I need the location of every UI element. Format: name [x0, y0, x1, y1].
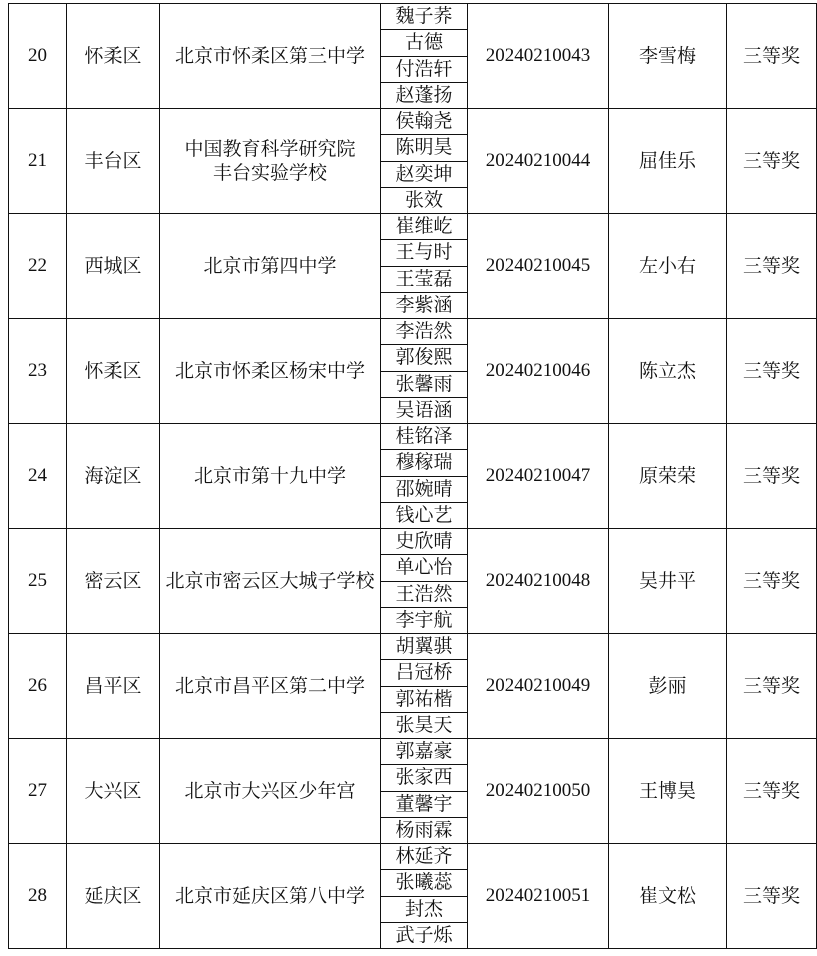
table-row — [9, 4, 817, 109]
school-cell — [160, 529, 381, 634]
row-number: 28 — [9, 844, 67, 949]
district-cell: 延庆区 — [67, 844, 160, 949]
member-name: 钱心艺 — [395, 503, 453, 526]
member-name: 穆稼瑞 — [381, 450, 467, 476]
row-number: 21 — [9, 109, 67, 214]
member-name: 单心怡 — [381, 555, 467, 581]
member-name: 李浩然 — [381, 319, 467, 345]
table-body — [9, 4, 817, 949]
member-list — [381, 844, 467, 948]
registration-code: 20240210046 — [468, 319, 609, 424]
member-name: 赵奕坤 — [381, 162, 467, 188]
member-name: 郭俊熙 — [381, 345, 467, 371]
member-name: 张家西 — [381, 765, 467, 791]
teacher-cell: 左小右 — [609, 214, 727, 319]
member-list — [381, 424, 467, 528]
member-list — [381, 214, 467, 318]
registration-code: 20240210049 — [468, 634, 609, 739]
table-row — [9, 739, 817, 844]
district-cell: 怀柔区 — [67, 4, 160, 109]
members-cell — [381, 4, 468, 109]
registration-code: 20240210044 — [468, 109, 609, 214]
member-name: 古德 — [381, 30, 467, 56]
registration-code: 20240210045 — [468, 214, 609, 319]
member-name: 崔维屹 — [381, 214, 467, 240]
school-name: 北京市第四中学 — [203, 255, 337, 277]
award-cell: 三等奖 — [727, 529, 817, 634]
table-row — [9, 109, 817, 214]
member-list — [381, 529, 467, 633]
district-cell: 西城区 — [67, 214, 160, 319]
member-list — [381, 4, 467, 108]
member-name: 李宇航 — [395, 608, 453, 631]
member-list — [381, 319, 467, 423]
row-number: 20 — [9, 4, 67, 109]
member-name: 董馨宇 — [381, 792, 467, 818]
teacher-cell: 屈佳乐 — [609, 109, 727, 214]
member-name: 王莹磊 — [381, 267, 467, 293]
teacher-cell: 陈立杰 — [609, 319, 727, 424]
registration-code: 20240210043 — [468, 4, 609, 109]
registration-code: 20240210051 — [468, 844, 609, 949]
member-name: 付浩轩 — [381, 57, 467, 83]
member-name: 史欣晴 — [381, 529, 467, 555]
table-row — [9, 844, 817, 949]
registration-code: 20240210048 — [468, 529, 609, 634]
school-name: 北京市密云区大城子学校 — [165, 570, 375, 592]
award-cell: 三等奖 — [727, 214, 817, 319]
member-name: 吴语涵 — [395, 398, 453, 421]
district-cell: 昌平区 — [67, 634, 160, 739]
member-name: 邵婉晴 — [381, 477, 467, 503]
member-name: 张馨雨 — [381, 372, 467, 398]
school-cell — [160, 844, 381, 949]
district-cell: 怀柔区 — [67, 319, 160, 424]
award-cell: 三等奖 — [727, 319, 817, 424]
school-name-line: 丰台实验学校 — [212, 162, 327, 184]
row-number: 22 — [9, 214, 67, 319]
district-cell: 大兴区 — [67, 739, 160, 844]
district-cell: 海淀区 — [67, 424, 160, 529]
member-name: 侯翰尧 — [381, 109, 467, 135]
member-name: 张效 — [404, 188, 443, 211]
member-name: 魏子荞 — [381, 4, 467, 30]
members-cell — [381, 739, 468, 844]
member-name: 赵蓬扬 — [395, 83, 453, 106]
member-name: 林延齐 — [381, 844, 467, 870]
member-list — [381, 634, 467, 738]
teacher-cell: 李雪梅 — [609, 4, 727, 109]
award-cell: 三等奖 — [727, 739, 817, 844]
district-cell: 密云区 — [67, 529, 160, 634]
table-row — [9, 319, 817, 424]
row-number: 27 — [9, 739, 67, 844]
row-number: 25 — [9, 529, 67, 634]
school-cell — [160, 214, 381, 319]
member-name: 封杰 — [381, 897, 467, 923]
school-name-line: 中国教育科学研究院 — [184, 138, 356, 160]
members-cell — [381, 634, 468, 739]
school-cell — [160, 424, 381, 529]
member-name: 王与时 — [381, 240, 467, 266]
member-list — [381, 109, 467, 213]
award-cell: 三等奖 — [727, 844, 817, 949]
registration-code: 20240210047 — [468, 424, 609, 529]
school-cell — [160, 634, 381, 739]
award-table — [8, 3, 817, 949]
district-cell: 丰台区 — [67, 109, 160, 214]
member-name: 张曦蕊 — [381, 870, 467, 896]
school-cell — [160, 319, 381, 424]
member-name: 桂铭泽 — [381, 424, 467, 450]
member-name: 吕冠桥 — [381, 660, 467, 686]
award-cell: 三等奖 — [727, 424, 817, 529]
member-name: 郭嘉豪 — [381, 739, 467, 765]
members-cell — [381, 319, 468, 424]
award-cell: 三等奖 — [727, 4, 817, 109]
members-cell — [381, 844, 468, 949]
table-row — [9, 214, 817, 319]
school-cell — [160, 109, 381, 214]
member-name: 王浩然 — [381, 582, 467, 608]
school-name: 北京市延庆区第八中学 — [174, 885, 365, 907]
school-cell — [160, 4, 381, 109]
school-name: 北京市怀柔区杨宋中学 — [174, 360, 365, 382]
row-number: 26 — [9, 634, 67, 739]
school-name: 北京市昌平区第二中学 — [174, 675, 365, 697]
table-row — [9, 529, 817, 634]
member-name: 李紫涵 — [395, 293, 453, 316]
award-cell: 三等奖 — [727, 109, 817, 214]
members-cell — [381, 424, 468, 529]
member-name: 胡翼骐 — [381, 634, 467, 660]
teacher-cell: 彭丽 — [609, 634, 727, 739]
school-cell — [160, 739, 381, 844]
award-cell: 三等奖 — [727, 634, 817, 739]
school-name: 北京市第十九中学 — [193, 465, 346, 487]
teacher-cell: 崔文松 — [609, 844, 727, 949]
member-list — [381, 739, 467, 843]
table-row — [9, 634, 817, 739]
member-name: 张昊天 — [395, 713, 453, 736]
member-name: 郭祐楷 — [381, 687, 467, 713]
school-name: 北京市大兴区少年宫 — [184, 780, 356, 802]
teacher-cell: 吴井平 — [609, 529, 727, 634]
member-name: 陈明昊 — [381, 135, 467, 161]
members-cell — [381, 109, 468, 214]
members-cell — [381, 214, 468, 319]
teacher-cell: 王博昊 — [609, 739, 727, 844]
table-row — [9, 424, 817, 529]
member-name: 杨雨霖 — [395, 818, 453, 841]
members-cell — [381, 529, 468, 634]
row-number: 23 — [9, 319, 67, 424]
teacher-cell: 原荣荣 — [609, 424, 727, 529]
registration-code: 20240210050 — [468, 739, 609, 844]
row-number: 24 — [9, 424, 67, 529]
member-name: 武子烁 — [395, 923, 453, 946]
school-name: 北京市怀柔区第三中学 — [174, 45, 365, 67]
